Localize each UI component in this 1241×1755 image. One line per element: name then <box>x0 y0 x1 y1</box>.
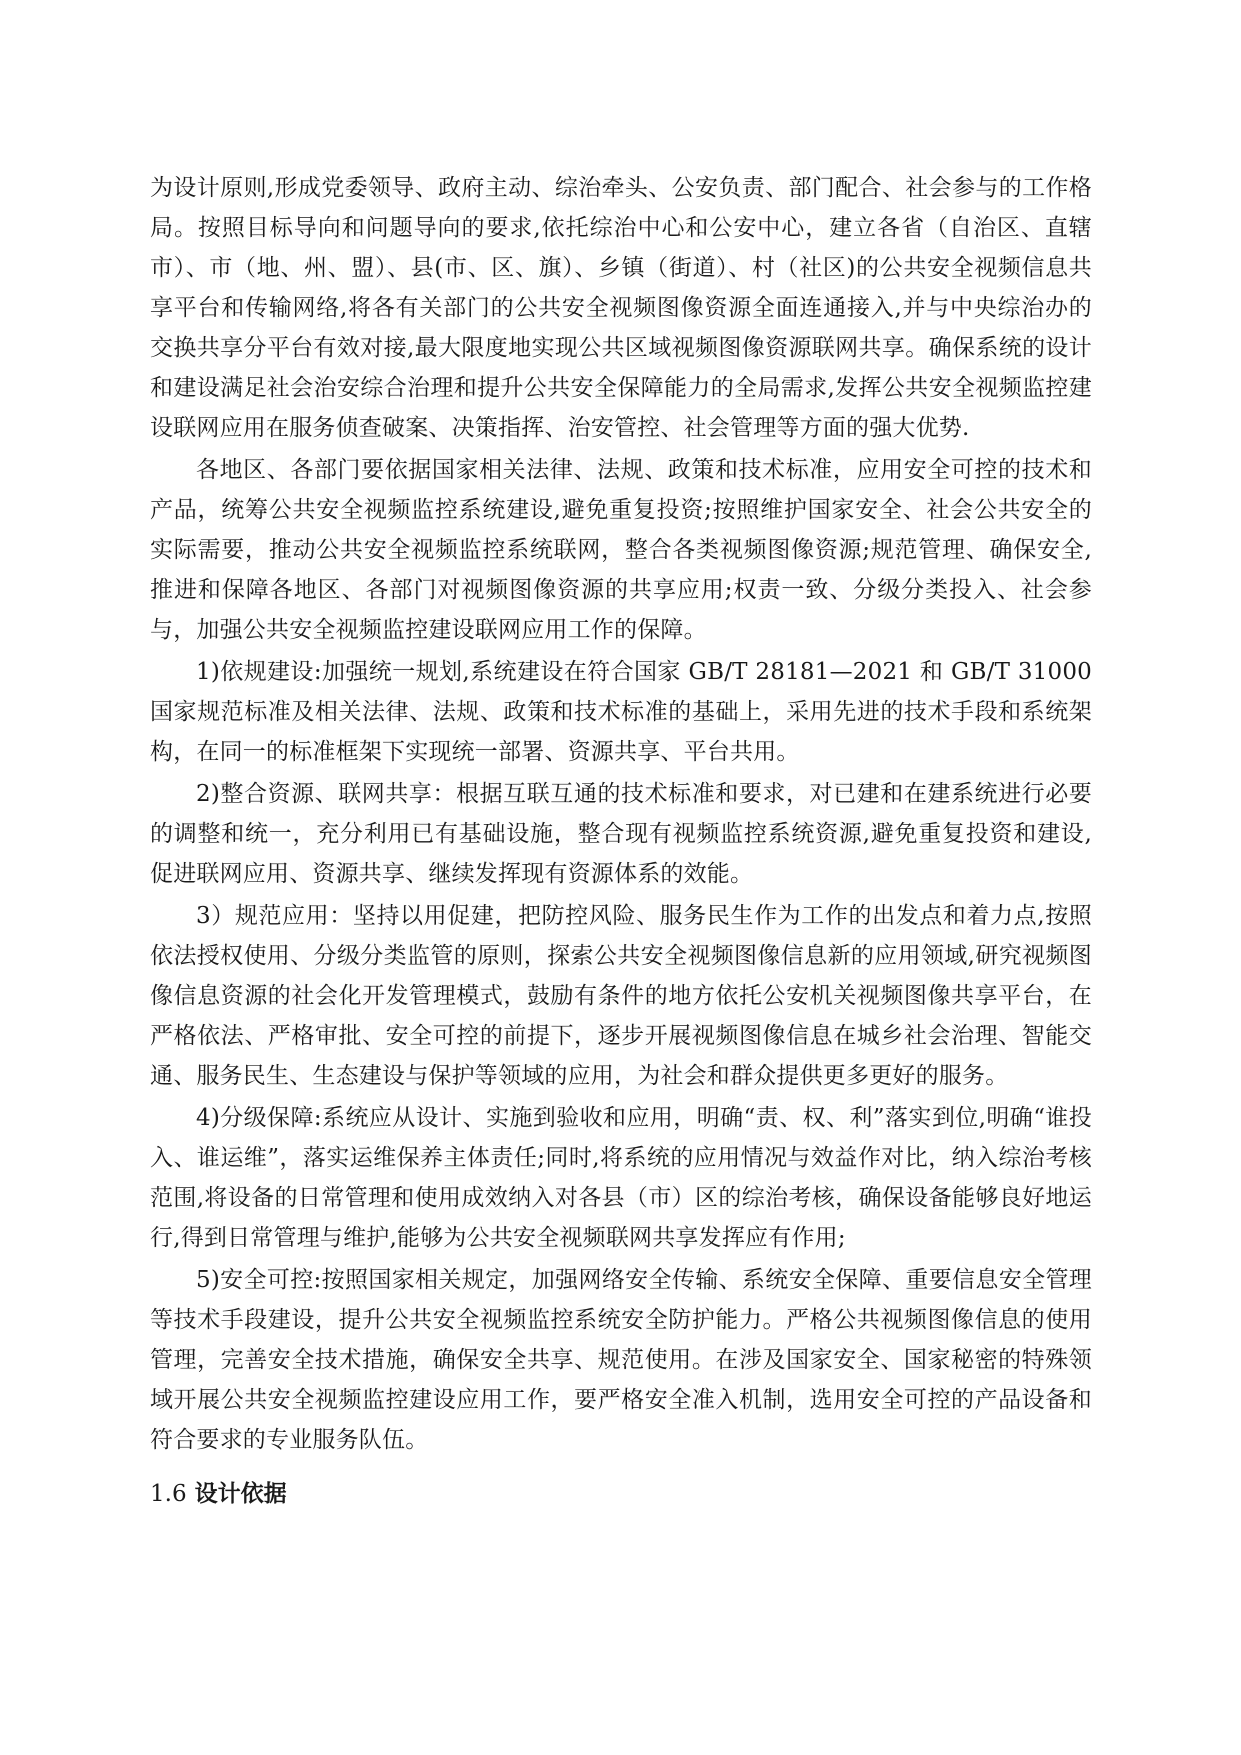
paragraph-continuation: 为设计原则,形成党委领导、政府主动、综治牵头、公安负责、部门配合、社会参与的工作格局。按照目标导向和问题导向的要求,依托综治中心和公安中心，建立各省（自治区、直辖市）、市（地、州、盟）、县(市、区、旗）、乡镇（街道）、村（社区)的公共安全视频信息共享平台和传输网络,将各有关部门的公共安全视频图像资源全面连通接入,并与中央综治办的交换共享分平台有效对接,最大限度地实现公共区域视频图像资源联网共享。确保系统的设计和建设满足社会治安综合治理和提升公共安全保障能力的全局需求,发挥公共安全视频监控建设联网应用在服务侦查破案、决策指挥、治安管控、社会管理等方面的强大优势. <box>150 175 1092 441</box>
paragraph-item-1: 1)依规建设:加强统一规划,系统建设在符合国家 GB/T 28181—2021 和 GB/T 31000 国家规范标准及相关法律、法规、政策和技术标准的基础上，采用先进的技术手段和系统架构，在同一的标准框架下实现统一部署、资源共享、平台共用。 <box>150 659 1092 765</box>
document-page <box>150 168 1092 1514</box>
section-number: 1.6 <box>150 1481 187 1507</box>
paragraph-item-5: 5)安全可控:按照国家相关规定，加强网络安全传输、系统安全保障、重要信息安全管理等技术手段建设，提升公共安全视频监控系统安全防护能力。严格公共视频图像信息的使用管理，完善安全技术措施，确保安全共享、规范使用。在涉及国家安全、国家秘密的特殊领域开展公共安全视频监控建设应用工作，要严格安全准入机制，选用安全可控的产品设备和符合要求的专业服务队伍。 <box>150 1267 1092 1453</box>
paragraph-item-2: 2)整合资源、联网共享：根据互联互通的技术标准和要求，对已建和在建系统进行必要的调整和统一，充分利用已有基础设施，整合现有视频监控系统资源,避免重复投资和建设,促进联网应用、资源共享、继续发挥现有资源体系的效能。 <box>150 781 1092 887</box>
section-heading <box>150 1474 1092 1514</box>
paragraph-item-3: 3）规范应用：坚持以用促建，把防控风险、服务民生作为工作的出发点和着力点,按照依法授权使用、分级分类监管的原则，探索公共安全视频图像信息新的应用领域,研究视频图像信息资源的社会化开发管理模式，鼓励有条件的地方依托公安机关视频图像共享平台，在严格依法、严格审批、安全可控的前提下，逐步开展视频图像信息在城乡社会治理、智能交通、服务民生、生态建设与保护等领域的应用，为社会和群众提供更多更好的服务。 <box>150 903 1092 1089</box>
paragraph-principles: 各地区、各部门要依据国家相关法律、法规、政策和技术标准，应用安全可控的技术和产品，统筹公共安全视频监控系统建设,避免重复投资;按照维护国家安全、社会公共安全的实际需要，推动公共安全视频监控系统联网，整合各类视频图像资源;规范管理、确保安全,推进和保障各地区、各部门对视频图像资源的共享应用;权责一致、分级分类投入、社会参与，加强公共安全视频监控建设联网应用工作的保障。 <box>150 457 1092 643</box>
paragraph-item-4: 4)分级保障:系统应从设计、实施到验收和应用，明确“责、权、利”落实到位,明确“谁投入、谁运维”，落实运维保养主体责任;同时,将系统的应用情况与效益作对比，纳入综治考核范围,将设备的日常管理和使用成效纳入对各县（市）区的综治考核，确保设备能够良好地运行,得到日常管理与维护,能够为公共安全视频联网共享发挥应有作用; <box>150 1105 1092 1251</box>
section-title: 设计依据 <box>194 1481 287 1507</box>
